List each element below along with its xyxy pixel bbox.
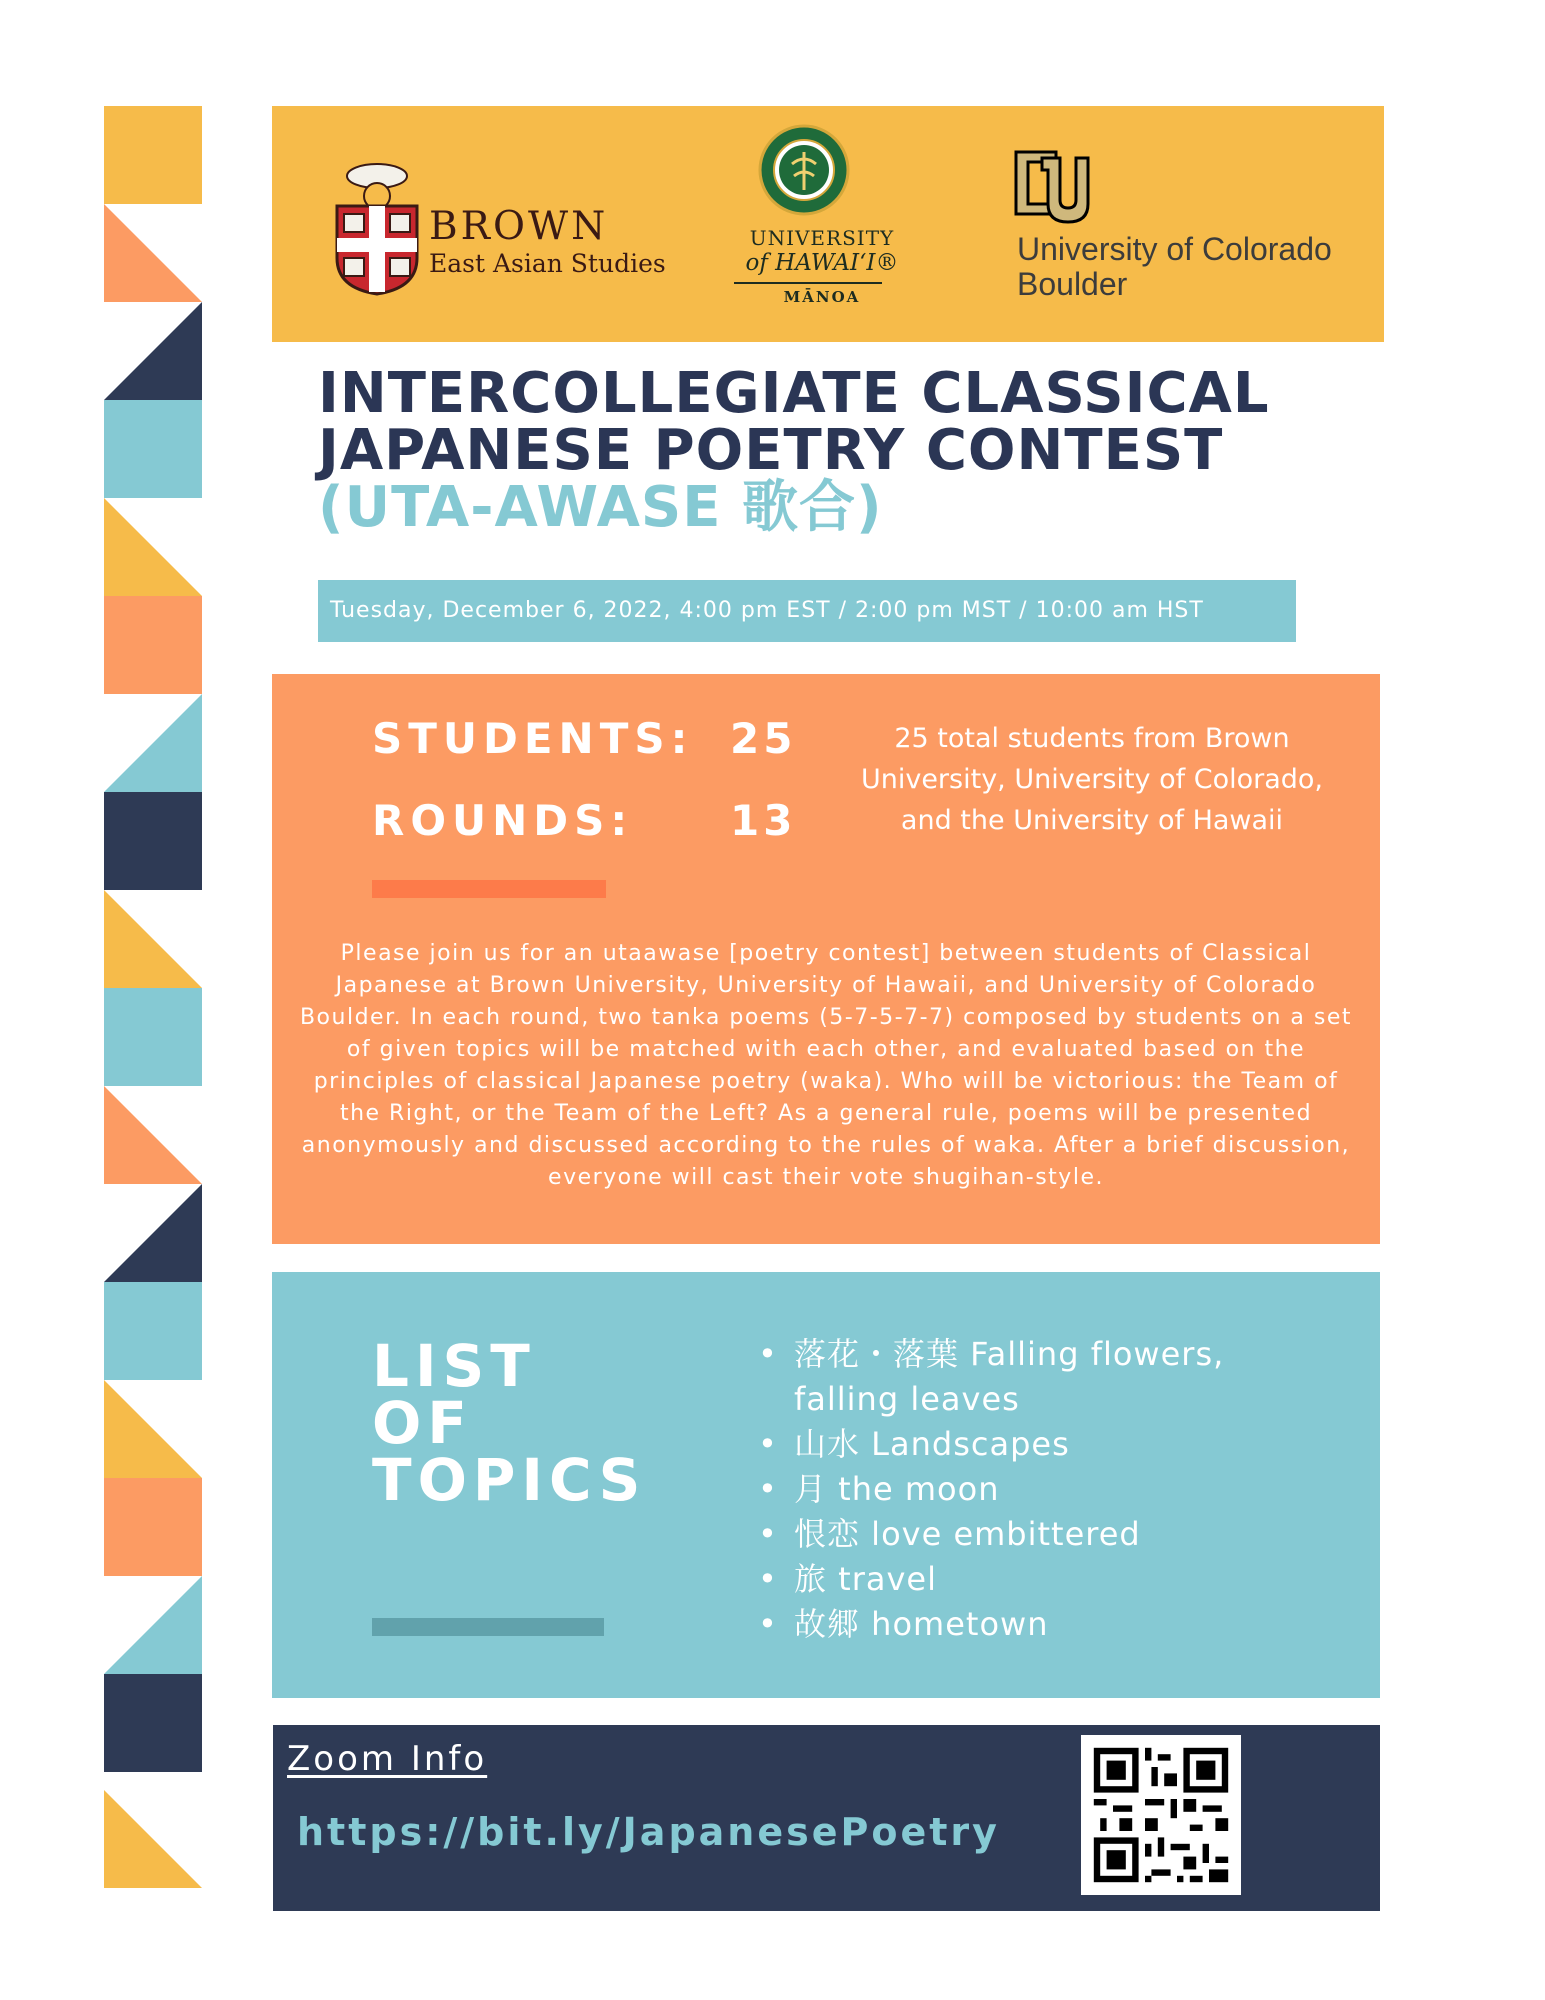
hawaii-rule: [734, 282, 882, 284]
cu-monogram-icon: [1012, 148, 1092, 226]
brown-name: BROWN: [429, 204, 609, 249]
colorado-line2: Boulder: [1017, 266, 1128, 302]
title-line3: (UTA-AWASE 歌合): [318, 475, 883, 540]
list-item: • 恨恋 love embittered: [794, 1512, 1314, 1557]
topics-heading-line2: OF: [372, 1389, 473, 1457]
page-title: [318, 361, 1378, 540]
decorative-strip: [104, 106, 202, 1888]
title-line1: INTERCOLLEGIATE CLASSICAL: [318, 361, 1270, 426]
stats-panel: [272, 674, 1380, 1244]
topics-list: [766, 1332, 1314, 1647]
brown-logo: [334, 158, 420, 296]
topics-heading: [372, 1332, 647, 1514]
colorado-logo: [1012, 148, 1092, 226]
list-item: • 旅 travel: [794, 1557, 1314, 1602]
hawaii-seal-icon: [758, 124, 850, 216]
zoom-info-label: Zoom Info: [287, 1739, 488, 1779]
list-item: • 落花・落葉 Falling flowers, falling leaves: [794, 1332, 1314, 1422]
stats-description: 25 total students from Brown University, University of Colorado, and the University of Hawaii: [860, 723, 1324, 836]
logos-banner: [272, 106, 1384, 342]
rounds-label: ROUNDS:: [372, 796, 634, 845]
list-item: • 月 the moon: [794, 1467, 1314, 1512]
topics-panel: [272, 1272, 1380, 1698]
hawaii-line1: UNIVERSITY: [749, 226, 895, 250]
event-description: Please join us for an utaawase [poetry contest] between students of Classical Japanese at Brown University, University of Hawaii, and University of Colorado Boulder. In each round, two tanka poems (5-7-5-7-7) composed by students on a set of given topics will be matched with each other, and evaluated based on the principles of classical Japanese poetry (waka). Who will be victorious: the Team of the Right, or the Team of the Left? As a general rule, poems will be presented anonymously and discussed according to the rules of waka. After a brief discussion, everyone will cast their vote shugihan-style.: [299, 941, 1353, 1190]
hawaii-line3: MĀNOA: [783, 288, 861, 306]
colorado-line1: University of Colorado: [1017, 231, 1332, 267]
brown-subtitle: East Asian Studies: [429, 249, 666, 278]
hawaii-line2: of HAWAIʻI®: [745, 250, 899, 276]
zoom-panel: [273, 1725, 1380, 1911]
qr-code[interactable]: [1081, 1735, 1241, 1895]
students-value: 25: [730, 714, 797, 763]
hawaii-seal: [758, 124, 850, 216]
brown-shield-icon: [334, 158, 420, 296]
topics-heading-line1: LIST: [372, 1332, 536, 1400]
date-bar: [318, 580, 1296, 642]
topics-heading-line3: TOPICS: [372, 1446, 647, 1514]
topics-divider: [372, 1618, 604, 1636]
list-item: • 故郷 hometown: [794, 1602, 1314, 1647]
date-text: Tuesday, December 6, 2022, 4:00 pm EST / 2:00 pm MST / 10:00 am HST: [330, 598, 1204, 623]
list-item: • 山水 Landscapes: [794, 1422, 1314, 1467]
rounds-value: 13: [730, 796, 797, 845]
zoom-link[interactable]: https://bit.ly/JapanesePoetry: [297, 1810, 1000, 1854]
students-label: STUDENTS:: [372, 714, 694, 763]
qr-code-icon: [1081, 1735, 1241, 1895]
stats-divider: [372, 880, 606, 898]
title-line2: JAPANESE POETRY CONTEST: [318, 418, 1224, 483]
